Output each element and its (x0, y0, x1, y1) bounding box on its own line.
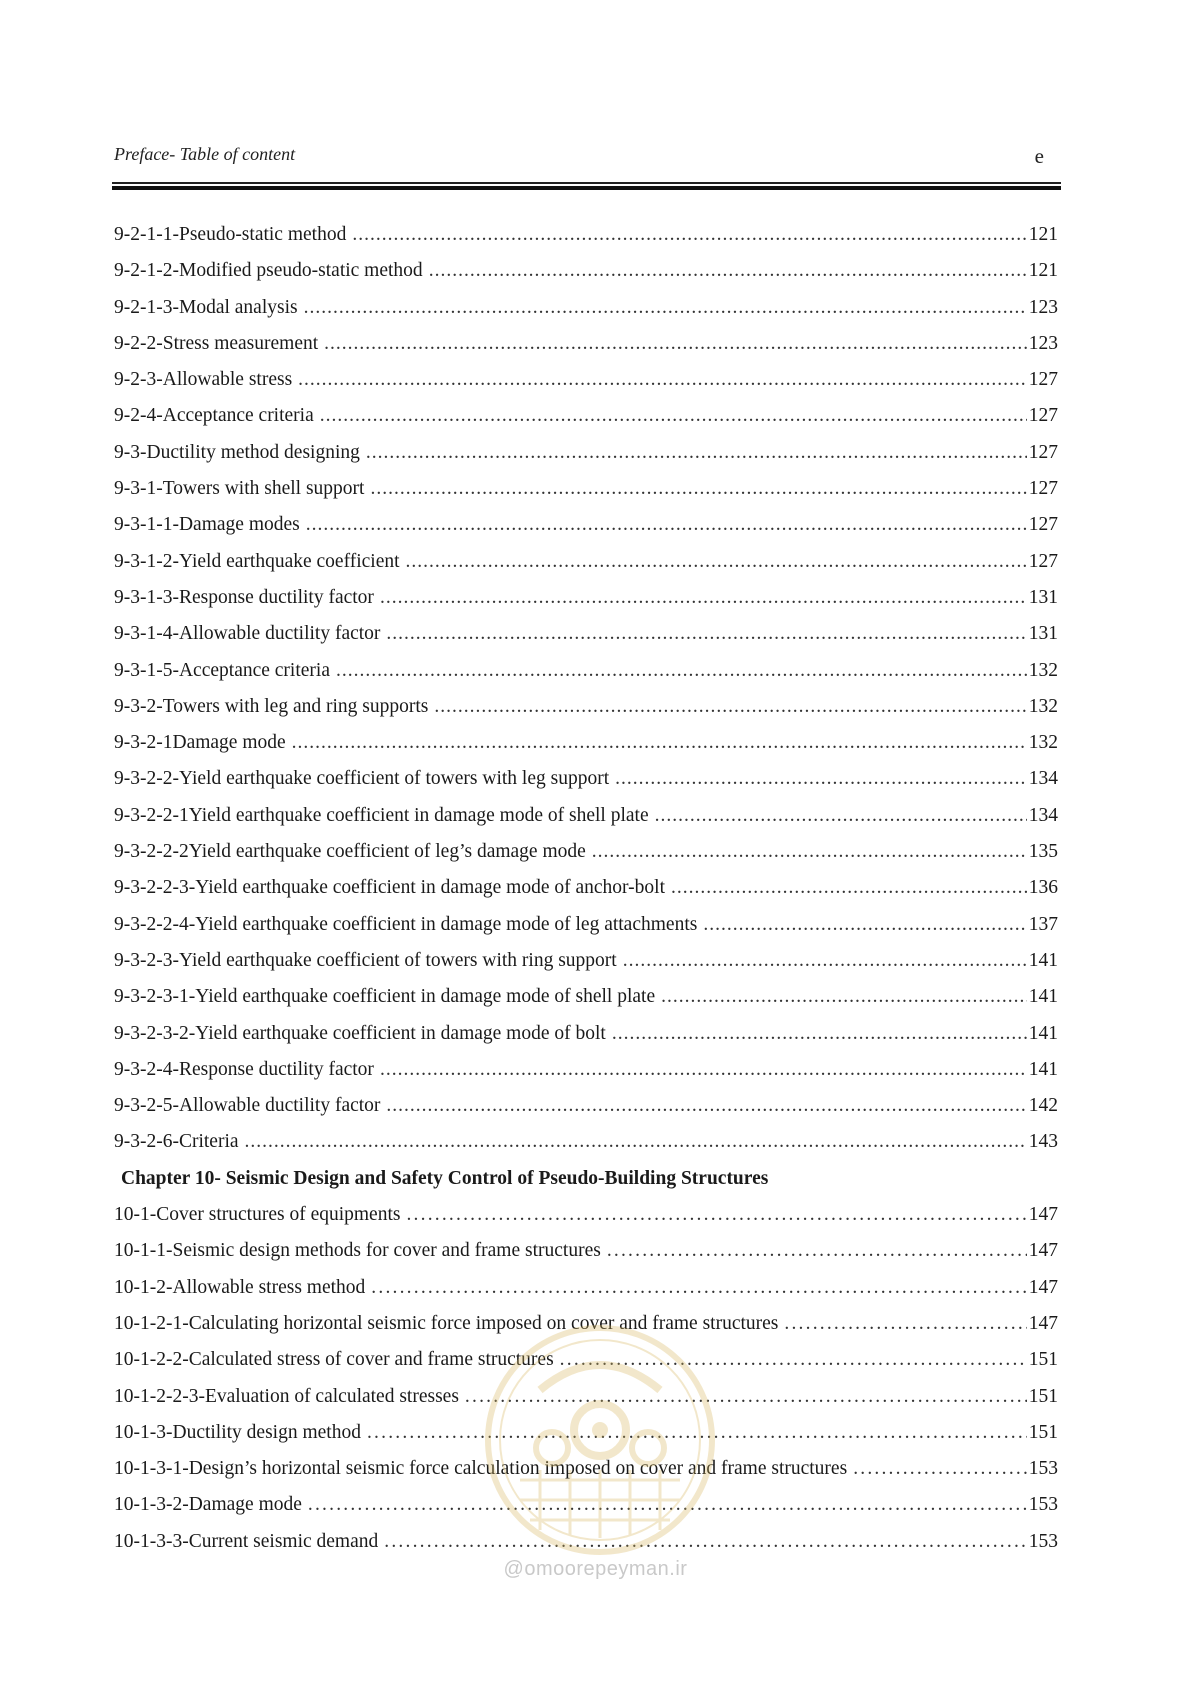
watermark-text: @omoorepeyman.ir (503, 1558, 688, 1580)
toc-entry-page: 143 (1028, 1131, 1058, 1153)
toc-entry (114, 1451, 1058, 1487)
toc-entry-page: 121 (1028, 224, 1058, 245)
toc-entry (114, 1088, 1058, 1124)
toc-entry-label: 9-3-1-2-Yield earthquake coefficient (114, 550, 400, 572)
toc-entry-label: 9-3-1-3-Response ductility factor (114, 586, 374, 608)
toc-entry-page: 153 (1028, 1530, 1058, 1552)
dot-leader (308, 1487, 1027, 1523)
dot-leader (703, 907, 1026, 943)
toc-entry-page: 151 (1028, 1421, 1058, 1443)
toc-entry (114, 1052, 1058, 1088)
dot-leader (324, 326, 1027, 362)
toc-entry-page: 147 (1028, 1276, 1058, 1298)
dot-leader (607, 1233, 1027, 1269)
dot-leader (370, 471, 1026, 507)
dot-leader (336, 653, 1027, 689)
dot-leader (612, 1016, 1027, 1052)
toc-entry (114, 435, 1058, 471)
dot-leader (434, 689, 1026, 725)
dot-leader (853, 1451, 1027, 1487)
toc-entry (114, 834, 1058, 870)
toc-entry (114, 943, 1058, 979)
toc-entry (114, 1487, 1058, 1523)
toc-entry-page: 123 (1028, 332, 1058, 354)
toc-entry-page: 131 (1028, 586, 1058, 608)
toc-entry (114, 326, 1058, 362)
toc-entry-page: 147 (1028, 1312, 1058, 1334)
toc-entry-page: 153 (1028, 1494, 1058, 1516)
toc-entry (114, 1233, 1058, 1269)
toc-entry-label: 10-1-3-3-Current seismic demand (114, 1530, 379, 1552)
toc-entry-label: 9-2-1-1-Pseudo-static method (114, 224, 347, 245)
toc-entry (114, 907, 1058, 943)
toc-entry (114, 761, 1058, 797)
toc-entry-label: 9-3-2-2-1Yield earthquake coefficient in damage mode of shell plate (114, 804, 649, 826)
toc-entry-label: 9-3-2-1Damage mode (114, 732, 286, 754)
toc-entry (114, 870, 1058, 906)
toc-entry-page: 127 (1028, 369, 1058, 391)
table-of-contents (114, 217, 1058, 1560)
toc-entry-label: 9-3-2-5-Allowable ductility factor (114, 1095, 381, 1117)
dot-leader (655, 798, 1027, 834)
toc-entry (114, 689, 1058, 725)
toc-entry (114, 1197, 1058, 1233)
toc-entry (114, 653, 1058, 689)
toc-entry-label: 10-1-3-2-Damage mode (114, 1494, 302, 1516)
dot-leader (304, 290, 1027, 326)
dot-leader (292, 725, 1027, 761)
toc-entry-label: 9-3-1-1-Damage modes (114, 514, 300, 536)
toc-entry (114, 1016, 1058, 1052)
dot-leader (371, 1270, 1026, 1306)
toc-entry-page: 135 (1028, 841, 1058, 863)
toc-entry (114, 253, 1058, 289)
dot-leader (784, 1306, 1026, 1342)
page-header (114, 140, 1054, 170)
toc-entry (114, 1524, 1058, 1560)
toc-entry-label: 10-1-1-Seismic design methods for cover and frame structures (114, 1240, 601, 1262)
toc-entry (114, 1415, 1058, 1451)
toc-entry (114, 580, 1058, 616)
toc-entry-label: 9-3-Ductility method designing (114, 441, 360, 463)
toc-entry-page: 121 (1028, 260, 1058, 282)
toc-entry-page: 134 (1028, 768, 1058, 790)
toc-entry (114, 979, 1058, 1015)
toc-entry (114, 471, 1058, 507)
dot-leader (298, 362, 1027, 398)
dot-leader (380, 580, 1027, 616)
toc-entry-page: 131 (1028, 623, 1058, 645)
toc-entry-label: 9-3-2-2-4-Yield earthquake coefficient in damage mode of leg attachments (114, 913, 698, 935)
toc-entry (114, 544, 1058, 580)
toc-entry (114, 1379, 1058, 1415)
toc-entry-page: 127 (1028, 478, 1058, 500)
dot-leader (615, 761, 1027, 797)
chapter-heading (114, 1161, 1058, 1197)
dot-leader (384, 1524, 1026, 1560)
dot-leader (245, 1124, 1027, 1160)
toc-entry-page: 141 (1028, 1022, 1058, 1044)
header-rule-thick (112, 186, 1061, 190)
toc-entry-label: 9-3-2-4-Response ductility factor (114, 1058, 374, 1080)
toc-entry-label: 10-1-2-1-Calculating horizontal seismic force imposed on cover and frame structures (114, 1312, 779, 1334)
toc-entry-page: 123 (1028, 296, 1058, 318)
toc-entry-label: 9-3-1-5-Acceptance criteria (114, 659, 330, 681)
dot-leader (366, 435, 1027, 471)
toc-entry-page: 127 (1028, 514, 1058, 536)
dot-leader (623, 943, 1027, 979)
dot-leader (367, 1415, 1027, 1451)
dot-leader (352, 217, 1026, 253)
toc-entry-label: 9-3-1-4-Allowable ductility factor (114, 623, 381, 645)
toc-entry (114, 362, 1058, 398)
dot-leader (406, 1197, 1026, 1233)
toc-entry-label: 9-3-2-3-Yield earthquake coefficient of towers with ring support (114, 949, 617, 971)
toc-entry-page: 137 (1028, 913, 1058, 935)
toc-entry-label: 9-2-2-Stress measurement (114, 332, 319, 354)
dot-leader (661, 979, 1027, 1015)
dot-leader (386, 1088, 1026, 1124)
toc-entry-label: 9-3-2-3-1-Yield earthquake coefficient in damage mode of shell plate (114, 986, 656, 1008)
toc-entry (114, 616, 1058, 652)
header-rule-thin (112, 182, 1061, 184)
header-page-letter: e (1034, 144, 1044, 168)
toc-entry-page: 151 (1028, 1385, 1058, 1407)
toc-entry (114, 1306, 1058, 1342)
toc-entry (114, 217, 1058, 253)
toc-entry-label: 9-3-2-2-Yield earthquake coefficient of towers with leg support (114, 768, 610, 790)
toc-entry (114, 1270, 1058, 1306)
toc-entry-label: 9-2-3-Allowable stress (114, 369, 293, 391)
toc-entry-label: 10-1-3-Ductility design method (114, 1421, 361, 1443)
toc-entry-label: 10-1-Cover structures of equipments (114, 1204, 401, 1226)
dot-leader (320, 398, 1027, 434)
toc-entry-label: 10-1-3-1-Design’s horizontal seismic force calculation imposed on cover and frame structures (114, 1458, 848, 1480)
toc-entry-label: 9-2-4-Acceptance criteria (114, 405, 314, 427)
dot-leader (386, 616, 1026, 652)
toc-entry (114, 398, 1058, 434)
toc-entry-page: 151 (1028, 1349, 1058, 1371)
toc-entry-label: 9-3-2-6-Criteria (114, 1131, 239, 1153)
toc-entry-page: 141 (1028, 949, 1058, 971)
toc-entry (114, 1124, 1058, 1160)
toc-entry-page: 142 (1028, 1095, 1058, 1117)
toc-entry-page: 134 (1028, 804, 1058, 826)
toc-entry-page: 147 (1028, 1240, 1058, 1262)
toc-entry (114, 507, 1058, 543)
toc-entry-label: 9-3-2-2-2Yield earthquake coefficient of leg’s damage mode (114, 841, 586, 863)
toc-entry-page: 132 (1028, 732, 1058, 754)
toc-entry-page: 127 (1028, 441, 1058, 463)
dot-leader (406, 544, 1027, 580)
toc-entry-label: 9-3-2-3-2-Yield earthquake coefficient in damage mode of bolt (114, 1022, 606, 1044)
toc-entry-label: 9-3-1-Towers with shell support (114, 478, 365, 500)
dot-leader (465, 1379, 1027, 1415)
dot-leader (380, 1052, 1027, 1088)
toc-entry-label: 9-3-2-Towers with leg and ring supports (114, 695, 429, 717)
toc-entry-label: 9-2-1-3-Modal analysis (114, 296, 298, 318)
toc-entry (114, 1342, 1058, 1378)
toc-entry (114, 290, 1058, 326)
toc-entry-page: 141 (1028, 1058, 1058, 1080)
toc-entry (114, 725, 1058, 761)
toc-entry-page: 127 (1028, 405, 1058, 427)
header-title: Preface- Table of content (114, 144, 296, 164)
dot-leader (671, 870, 1027, 906)
dot-leader (429, 253, 1027, 289)
toc-entry-label: 9-2-1-2-Modified pseudo-static method (114, 260, 423, 282)
toc-entry-page: 147 (1028, 1204, 1058, 1226)
toc-entry-page: 127 (1028, 550, 1058, 572)
toc-entry-label: 10-1-2-Allowable stress method (114, 1276, 366, 1298)
dot-leader (306, 507, 1027, 543)
dot-leader (592, 834, 1027, 870)
toc-entry-page: 132 (1028, 659, 1058, 681)
toc-entry-label: Chapter 10- Seismic Design and Safety Control of Pseudo-Building Structures (121, 1167, 769, 1189)
toc-entry (114, 798, 1058, 834)
toc-entry-page: 153 (1028, 1458, 1058, 1480)
dot-leader (560, 1342, 1027, 1378)
toc-entry-page: 141 (1028, 986, 1058, 1008)
toc-entry-label: 9-3-2-2-3-Yield earthquake coefficient in damage mode of anchor-bolt (114, 877, 665, 899)
toc-entry-page: 136 (1028, 877, 1058, 899)
toc-entry-page: 132 (1028, 695, 1058, 717)
toc-entry-label: 10-1-2-2-3-Evaluation of calculated stresses (114, 1385, 459, 1407)
toc-entry-label: 10-1-2-2-Calculated stress of cover and frame structures (114, 1349, 554, 1371)
